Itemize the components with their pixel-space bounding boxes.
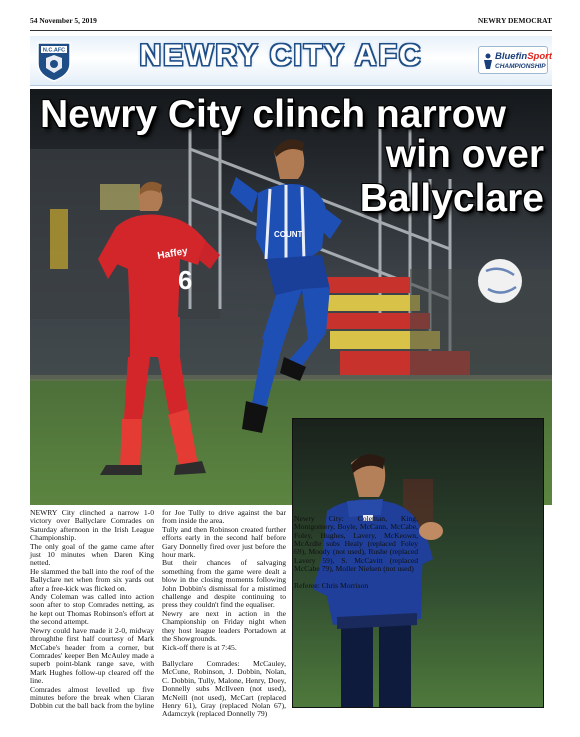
football	[478, 259, 522, 303]
banner-title: NEWRY CITY AFC	[139, 39, 423, 72]
crest-text: N.C.AFC	[42, 47, 66, 54]
article-paragraph: NEWRY City clinched a narrow 1-0 victory over Ballyclare Comrades on Saturday afternoon in the Irish League Championship.	[30, 508, 154, 543]
sponsor-league: CHAMPIONSHIP	[495, 63, 546, 70]
headline-line-1: Newry City clinch narrow	[40, 93, 506, 136]
article-paragraph: Comrades almost levelled up five minutes before the break when Ciaran Dobbin cut the ball back from the byline for Joe Tully to drive against the bar from inside the area.	[30, 508, 286, 711]
page-folio	[30, 16, 552, 28]
blue-shirt-sponsor-text: COUNT	[274, 230, 303, 239]
section-banner	[30, 36, 552, 86]
article-paragraph: He slammed the ball into the roof of the Ballyclare net when from six yards out after a free-kick was flicked on.	[30, 566, 154, 593]
headline-line-3: Ballyclare	[359, 177, 544, 220]
folio-page-date: 54 November 5, 2019	[30, 16, 97, 25]
referee-line: Referee: Chris Morrison	[294, 580, 369, 590]
article-paragraph: Newry could have made it 2-0, midway throughthe first half courtesy of Mark McCabe's header from a corner, but Comrades' keeper Ben McAuley made a superb point-blank range save, with Mark Hughes follow-up cleared off the line.	[30, 625, 154, 686]
folio-publication: NEWRY DEMOCRAT	[477, 16, 552, 25]
article-paragraph: The only goal of the game came after just 10 minutes when Daren King netted.	[30, 541, 154, 568]
sponsor-name-b: Sport	[527, 51, 552, 62]
article-paragraph: Kick-off there is at 7:45.	[162, 642, 237, 652]
folio-rule	[30, 30, 552, 31]
headline	[30, 89, 552, 229]
player-silhouette-icon	[482, 53, 494, 69]
lineup-newry: Newry City: Coleman, King, Montgomery, Boyle, McCann, McCabe, Foley, Hughes, Lavery, McKeown, McArdle subs Healy (replaced Foley 69), Moody (not used), Rushe (replaced Lavery 59), S. McCavitt (replaced McCabe 79), Moller Nielsen (not used)	[294, 513, 418, 574]
club-crest-icon	[34, 40, 74, 82]
red-shirt-sponsor-text: Haffey	[156, 245, 189, 262]
article-body	[30, 508, 418, 721]
article-paragraph: Tully and then Robinson created further efforts early in the second half before Gary Donnelly fired over just before the hour mark.	[162, 524, 286, 560]
sponsor-name	[495, 51, 552, 62]
sponsor-name-a: Bluefin	[495, 51, 528, 62]
article-paragraph: Newry are next in action in the Championship on Friday night when they host league leaders Portadown at the Showgrounds.	[162, 608, 286, 644]
lineup-ballyclare: Ballyclare Comrades: McCauley, McCune, Robinson, J. Dobbin, Nolan, C. Dobbin, Tully, Malone, Henry, Doey, Donnelly subs McIlveen (not used), McNeill (not used), McCart (replaced Henry 61), Gray (replaced Nolan 67), Adamczyk (replaced Donnelly 79)	[162, 658, 286, 719]
headline-line-2: win over	[385, 133, 544, 176]
red-shirt-number: 6	[178, 265, 193, 295]
article-paragraph: Andy Coleman was called into action soon after to stop Comrades netting, as he kept out Thomas Robinson's effort at the second attempt.	[30, 592, 154, 627]
article-paragraph: But their chances of salvaging something from the game were dealt a blow in the closing moments following John Dobbin's dismissal for a mistimed challenge and despite continuing to press they couldn't find the equaliser.	[162, 558, 286, 610]
sponsor-logo	[478, 46, 552, 74]
